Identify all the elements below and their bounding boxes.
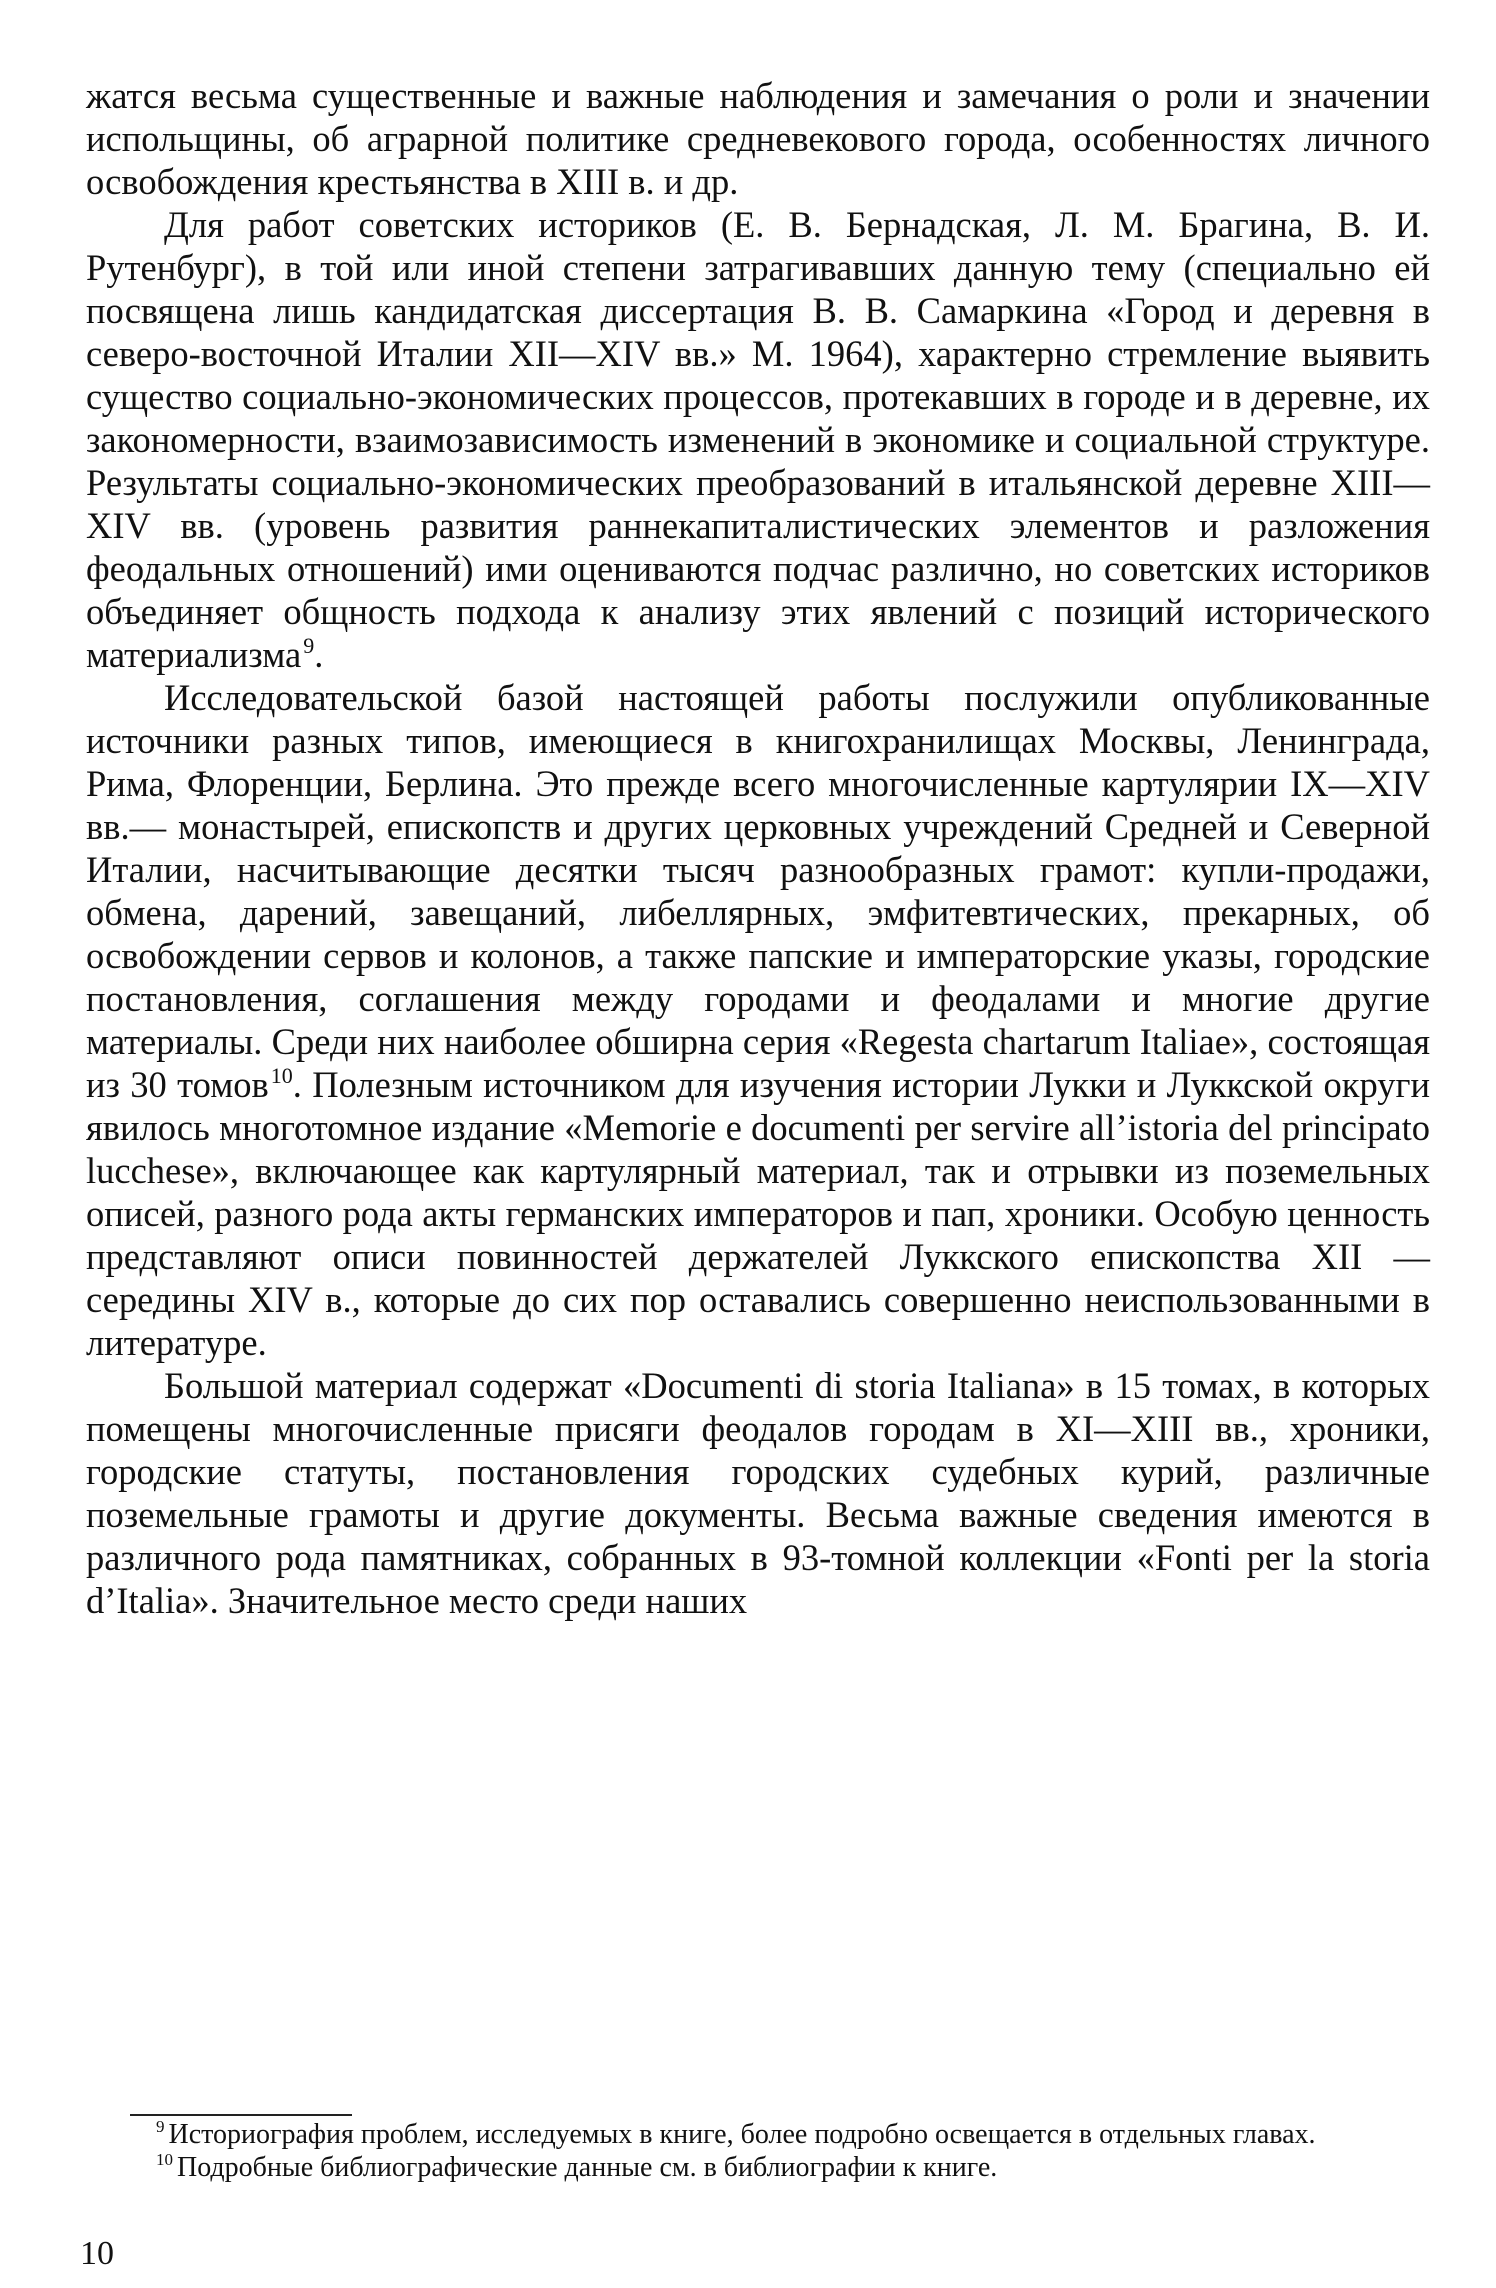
paragraph-3 xyxy=(86,676,1430,1364)
footnote-10 xyxy=(86,2151,1430,2184)
page-number: 10 xyxy=(80,2235,114,2272)
footnote-text: Подробные библиографические данные см. в библиографии к книге. xyxy=(177,2152,998,2183)
paragraph-text: жатся весьма существенные и важные наблюдения и замечания о роли и значении испольщины, об аграрной политике средневекового города, особенностях личного освобождения крестьянства в XIII в. и др. xyxy=(86,75,1430,202)
paragraph-2 xyxy=(86,203,1430,676)
footnote-text: Историография проблем, исследуемых в книге, более подробно освещается в отдельных главах. xyxy=(168,2119,1316,2150)
paragraph-4 xyxy=(86,1364,1430,1622)
footnote-reference-10[interactable]: 10 xyxy=(270,1063,293,1088)
paragraph-text: Большой материал содержат «Documenti di storia Italiana» в 15 томах, в которых помещены многочисленные присяги феодалов городам в XI—XIII вв., хроники, городские статуты, постановления городских судебных курий, различные поземельные грамоты и другие документы. Весьма важные сведения имеются в различного рода памятниках, собранных в 93-томной коллекции «Fonti per la storia d’Italia». Значительное место среди наших xyxy=(86,1365,1430,1621)
main-text xyxy=(86,74,1430,1622)
footnote-9 xyxy=(86,2118,1430,2151)
paragraph-text: Исследовательской базой настоящей работы послужили опубликованные источники разных типов, имеющиеся в книгохранилищах Москвы, Ленинграда, Рима, Флоренции, Берлина. Это прежде всего многочисленные картулярии IX—XIV вв.— монастырей, епископств и других церковных учреждений Средней и Северной Италии, насчитывающие десятки тысяч разнообразных грамот: купли-продажи, обмена, дарений, завещаний, либеллярных, эмфитевтических, прекарных, об освобождении сервов и колонов, а также папские и императорские указы, городские постановления, соглашения между городами и феодалами и многие другие материалы. Среди них наиболее обширна серия «Regesta chartarum Italiae», состоящая из 30 томов xyxy=(86,677,1430,1105)
paragraph-text: Для работ советских историков (Е. В. Бернадская, Л. М. Брагина, В. И. Рутенбург), в той или иной степени затрагивавших данную тему (специально ей посвящена лишь кандидатская диссертация В. В. Самаркина «Город и деревня в северо-восточной Италии XII—XIV вв.» М. 1964), характерно стремление выявить существо социально-экономических процессов, протекавших в городе и в деревне, их закономерности, взаимозависимость изменений в экономике и социальной структуре. Результаты социально-экономических преобразований в итальянской деревне XIII—XIV вв. (уровень развития раннекапиталистических элементов и разложения феодальных отношений) ими оцениваются подчас различно, но советских историков объединяет общность подхода к анализу этих явлений с позиций исторического материализма xyxy=(86,204,1430,675)
footnote-divider xyxy=(130,2114,352,2116)
footnotes xyxy=(86,2118,1430,2184)
footnote-number: 9 xyxy=(156,2117,165,2136)
paragraph-1 xyxy=(86,74,1430,203)
footnote-number: 10 xyxy=(156,2150,173,2169)
paragraph-tail: . Полезным источником для изучения истории Лукки и Луккской округи явилось многотомное издание «Memorie e documenti per servire all’istoria del principato lucchese», включающее как картулярный материал, так и отрывки из поземельных описей, разного рода акты германских императоров и пап, хроники. Особую ценность представляют описи повинностей держателей Луккского епископства XII — середины XIV в., которые до сих пор оставались совершенно неиспользованными в литературе. xyxy=(86,1064,1430,1363)
paragraph-tail: . xyxy=(314,634,324,675)
footnote-reference-9[interactable]: 9 xyxy=(303,633,315,658)
